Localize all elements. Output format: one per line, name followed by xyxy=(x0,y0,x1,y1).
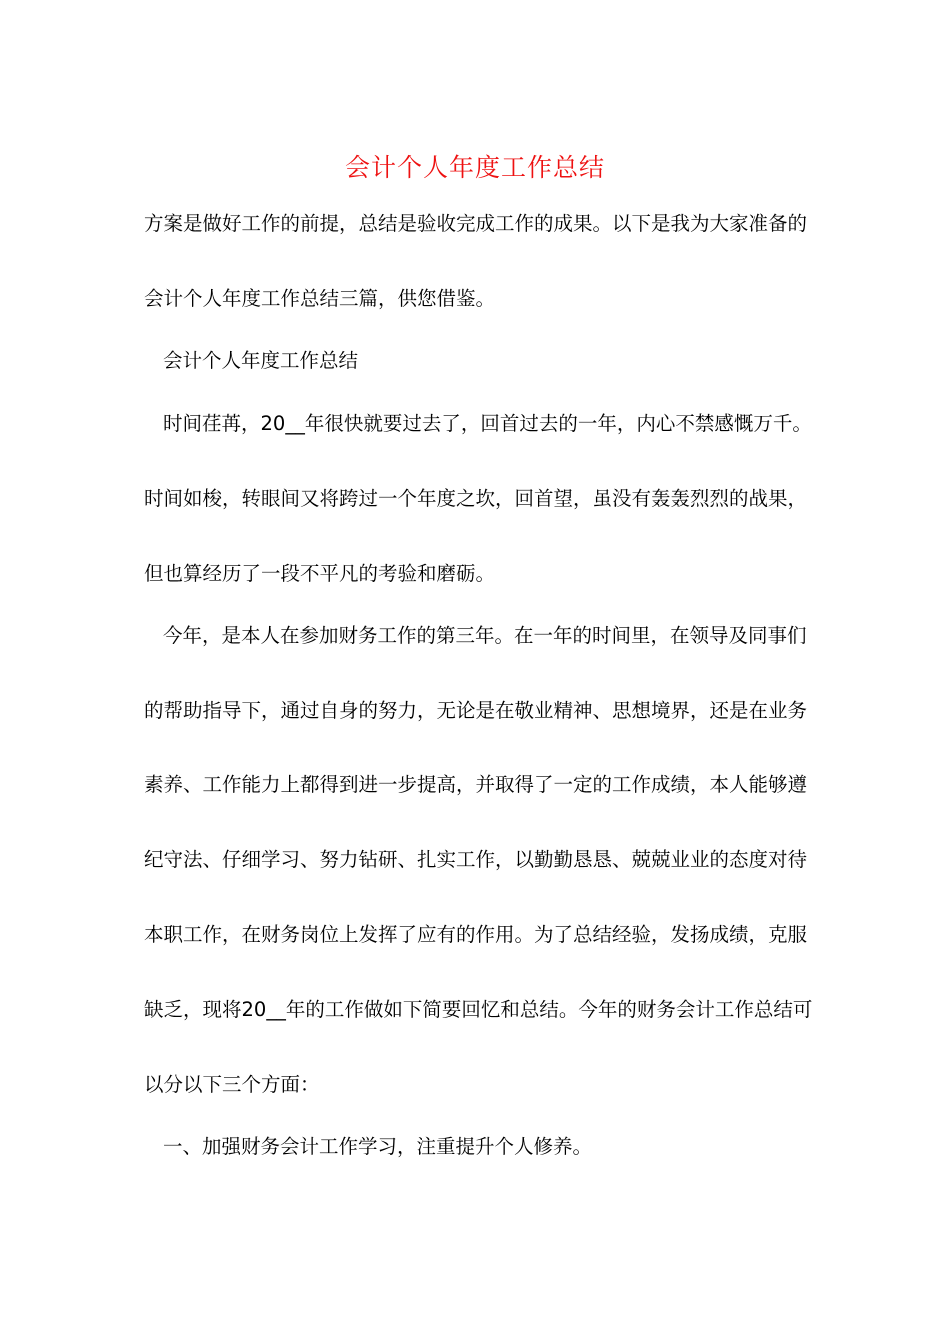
section-heading: 会计个人年度工作总结 xyxy=(163,349,359,372)
document-title: 会计个人年度工作总结 xyxy=(344,153,605,182)
paragraph-line: 时间如梭，转眼间又将跨过一个年度之坎，回首望，虽没有轰轰烈烈的战果， xyxy=(144,487,808,510)
paragraph-line: 纪守法、仔细学习、努力钻研、扎实工作，以勤勤恳恳、兢兢业业的态度对待 xyxy=(144,848,808,871)
paragraph-line: 但也算经历了一段不平凡的考验和磨砺。 xyxy=(144,562,496,585)
section-heading: 一、加强财务会计工作学习，注重提升个人修养。 xyxy=(163,1135,593,1158)
paragraph-line: 方案是做好工作的前提，总结是验收完成工作的成果。以下是我为大家准备的 xyxy=(144,212,808,235)
paragraph-line: 今年，是本人在参加财务工作的第三年。在一年的时间里，在领导及同事们 xyxy=(163,624,807,647)
paragraph-line: 的帮助指导下，通过自身的努力，无论是在敬业精神、思想境界，还是在业务 xyxy=(144,699,808,722)
paragraph-line: 素养、工作能力上都得到进一步提高，并取得了一定的工作成绩，本人能够遵 xyxy=(144,773,808,796)
paragraph-line: 会计个人年度工作总结三篇，供您借鉴。 xyxy=(144,287,496,310)
paragraph-line: 本职工作，在财务岗位上发挥了应有的作用。为了总结经验，发扬成绩，克服 xyxy=(144,923,808,946)
paragraph-line: 缺乏，现将20__年的工作做如下简要回忆和总结。今年的财务会计工作总结可 xyxy=(144,998,813,1021)
paragraph-line: 时间荏苒，20__年很快就要过去了，回首过去的一年，内心不禁感慨万千。 xyxy=(163,412,812,435)
paragraph-line: 以分以下三个方面： xyxy=(144,1073,320,1096)
